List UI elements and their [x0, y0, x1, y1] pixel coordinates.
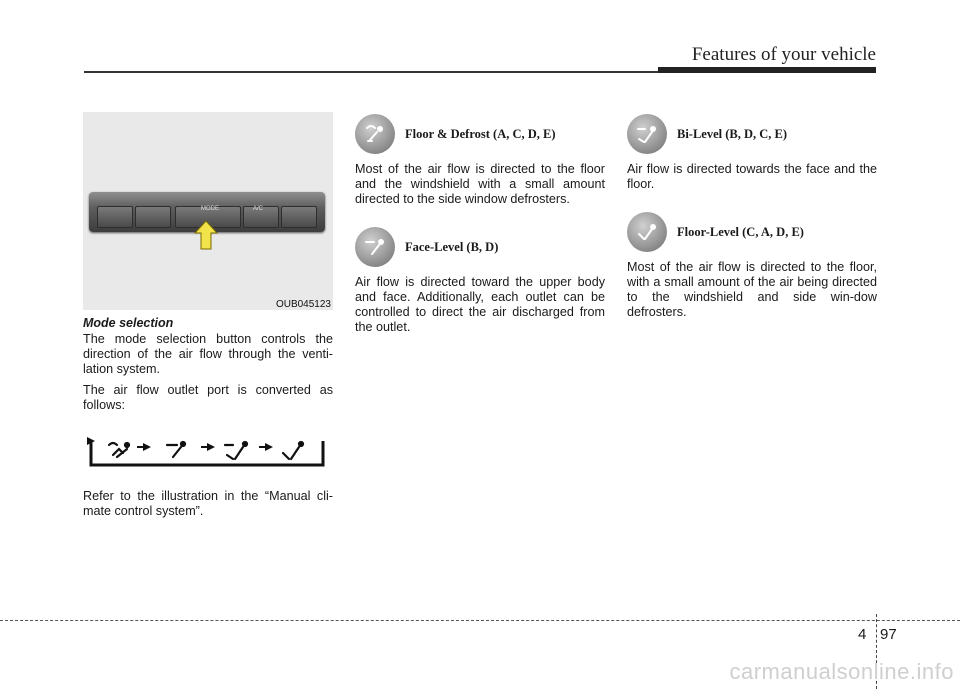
arrow-up-icon	[194, 220, 218, 250]
section-title: Mode selection	[83, 316, 174, 330]
mode-title: Face-Level (B, D)	[405, 239, 499, 254]
footer-rule	[0, 620, 960, 621]
floor-defrost-icon	[355, 114, 395, 154]
paragraph: Air flow is directed toward the upper body and face. Additionally, each outlet can be controlled to direct the air discharged from the outlet.	[355, 275, 605, 334]
arrow-right-icon	[137, 443, 151, 451]
mode-header-floor-defrost	[355, 112, 605, 156]
mode-header-bi-level	[627, 112, 877, 156]
face-level-icon	[167, 442, 185, 457]
panel-button	[135, 206, 171, 228]
header-rule-accent	[658, 67, 876, 73]
ac-button-label: A/C	[253, 206, 264, 212]
panel-button	[281, 206, 317, 228]
arrow-right-icon	[259, 443, 273, 451]
mode-header-face-level	[355, 225, 605, 269]
mode-header-floor-level	[627, 210, 877, 254]
panel-button	[97, 206, 133, 228]
mode-title: Floor & Defrost (A, C, D, E)	[405, 126, 556, 141]
column-mode-selection	[83, 112, 333, 525]
bi-level-icon	[225, 442, 247, 459]
face-level-icon	[355, 227, 395, 267]
bi-level-icon	[627, 114, 667, 154]
paragraph: The air flow outlet port is converted as follows:	[83, 383, 333, 412]
control-panel-photo	[83, 112, 333, 310]
chapter-number: 4	[858, 626, 867, 643]
paragraph: Most of the air flow is directed to the floor and the windshield with a small amount directed to the side window defrosters.	[355, 162, 605, 206]
header-title: Features of your vehicle	[691, 44, 876, 65]
column-modes-b	[627, 112, 877, 326]
mode-title: Bi-Level (B, D, C, E)	[677, 126, 788, 141]
paragraph: Most of the air flow is directed to the floor, with a small amount of the air being directed to the windshield and side win-dow defrosters.	[627, 260, 877, 319]
paragraph: Air flow is directed towards the face and the floor.	[627, 162, 877, 191]
mode-button-label: MODE	[201, 206, 219, 212]
column-modes-a	[355, 112, 605, 341]
mode-sequence-diagram	[87, 435, 327, 469]
mode-title: Floor-Level (C, A, D, E)	[677, 224, 804, 239]
paragraph: The mode selection button controls the direction of the air flow through the venti-lation system.	[83, 332, 333, 376]
floor-defrost-icon	[109, 443, 129, 457]
watermark: carmanualsonline.info	[729, 659, 954, 684]
floor-level-icon	[283, 442, 303, 459]
paragraph: Refer to the illustration in the “Manual cli-mate control system”.	[83, 489, 333, 518]
floor-level-icon	[627, 212, 667, 252]
arrow-right-icon	[201, 443, 215, 451]
page-number: 97	[880, 626, 897, 643]
photo-code: OUB045123	[275, 299, 331, 310]
